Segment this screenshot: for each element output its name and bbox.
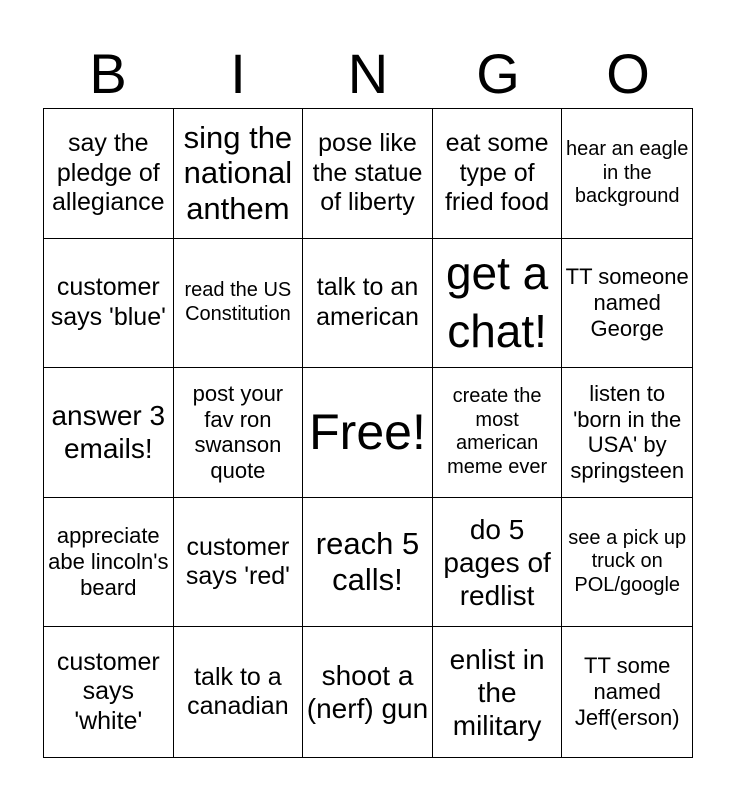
- cell-label: answer 3 emails!: [51, 400, 166, 465]
- bingo-cell-r4c5[interactable]: [562, 498, 692, 628]
- cell-label: talk to a canadian: [187, 662, 289, 721]
- bingo-cell-r4c3[interactable]: [303, 498, 433, 628]
- bingo-cell-r3c4[interactable]: [433, 368, 563, 498]
- bingo-cell-r5c5[interactable]: [562, 627, 692, 757]
- bingo-cell-r2c3[interactable]: [303, 239, 433, 369]
- bingo-grid: [43, 108, 693, 758]
- bingo-cell-r1c5[interactable]: [562, 109, 692, 239]
- bingo-cell-r5c4[interactable]: [433, 627, 563, 757]
- cell-label: reach 5 calls!: [315, 526, 420, 598]
- cell-label: eat some type of fried food: [444, 129, 550, 217]
- cell-label: customer says 'red': [185, 532, 290, 591]
- bingo-cell-r4c2[interactable]: [174, 498, 304, 628]
- header-letter-n: N: [347, 42, 389, 105]
- cell-label: customer says 'blue': [50, 273, 166, 331]
- header-letter-g: G: [476, 42, 520, 105]
- bingo-cell-r3c2[interactable]: [174, 368, 304, 498]
- cell-label: TT some named Jeff(erson): [574, 653, 680, 731]
- bingo-cell-r1c2[interactable]: [174, 109, 304, 239]
- cell-label: do 5 pages of redlist: [443, 513, 551, 611]
- cell-label: appreciate abe lincoln's beard: [48, 523, 169, 601]
- bingo-header: [43, 40, 693, 108]
- bingo-cell-r5c1[interactable]: [44, 627, 174, 757]
- bingo-cell-r2c4[interactable]: [433, 239, 563, 369]
- bingo-cell-r1c4[interactable]: [433, 109, 563, 239]
- free-space-label: Free!: [309, 403, 426, 460]
- bingo-cell-r2c2[interactable]: [174, 239, 304, 369]
- bingo-cell-r1c3[interactable]: [303, 109, 433, 239]
- cell-label: listen to 'born in the USA' by springsteen: [570, 380, 685, 484]
- cell-label: get a chat!: [445, 247, 549, 357]
- cell-label: TT someone named George: [565, 263, 689, 341]
- cell-label: see a pick up truck on POL/google: [568, 526, 687, 596]
- cell-label: shoot a (nerf) gun: [306, 660, 429, 725]
- bingo-cell-r1c1[interactable]: [44, 109, 174, 239]
- cell-label: talk to an american: [316, 273, 419, 331]
- cell-label: say the pledge of allegiance: [52, 129, 165, 217]
- cell-label: sing the national anthem: [183, 119, 293, 227]
- bingo-cell-r4c4[interactable]: [433, 498, 563, 628]
- bingo-cell-r4c1[interactable]: [44, 498, 174, 628]
- cell-label: pose like the statue of liberty: [312, 129, 423, 217]
- bingo-cell-r2c5[interactable]: [562, 239, 692, 369]
- cell-label: enlist in the military: [449, 643, 545, 741]
- cell-label: create the most american meme ever: [447, 385, 548, 479]
- cell-label: customer says 'white': [56, 647, 160, 735]
- header-letter-b: B: [89, 42, 127, 105]
- bingo-cell-r2c1[interactable]: [44, 239, 174, 369]
- header-letter-i: I: [230, 42, 246, 105]
- bingo-cell-r5c2[interactable]: [174, 627, 304, 757]
- cell-label: post your fav ron swanson quote: [192, 380, 284, 484]
- bingo-cell-r5c3[interactable]: [303, 627, 433, 757]
- cell-label: read the US Constitution: [184, 279, 292, 325]
- cell-label: hear an eagle in the background: [566, 137, 689, 208]
- bingo-cell-r3c1[interactable]: [44, 368, 174, 498]
- header-letter-o: O: [606, 42, 650, 105]
- bingo-cell-r3c3[interactable]: [303, 368, 433, 498]
- bingo-cell-r3c5[interactable]: [562, 368, 692, 498]
